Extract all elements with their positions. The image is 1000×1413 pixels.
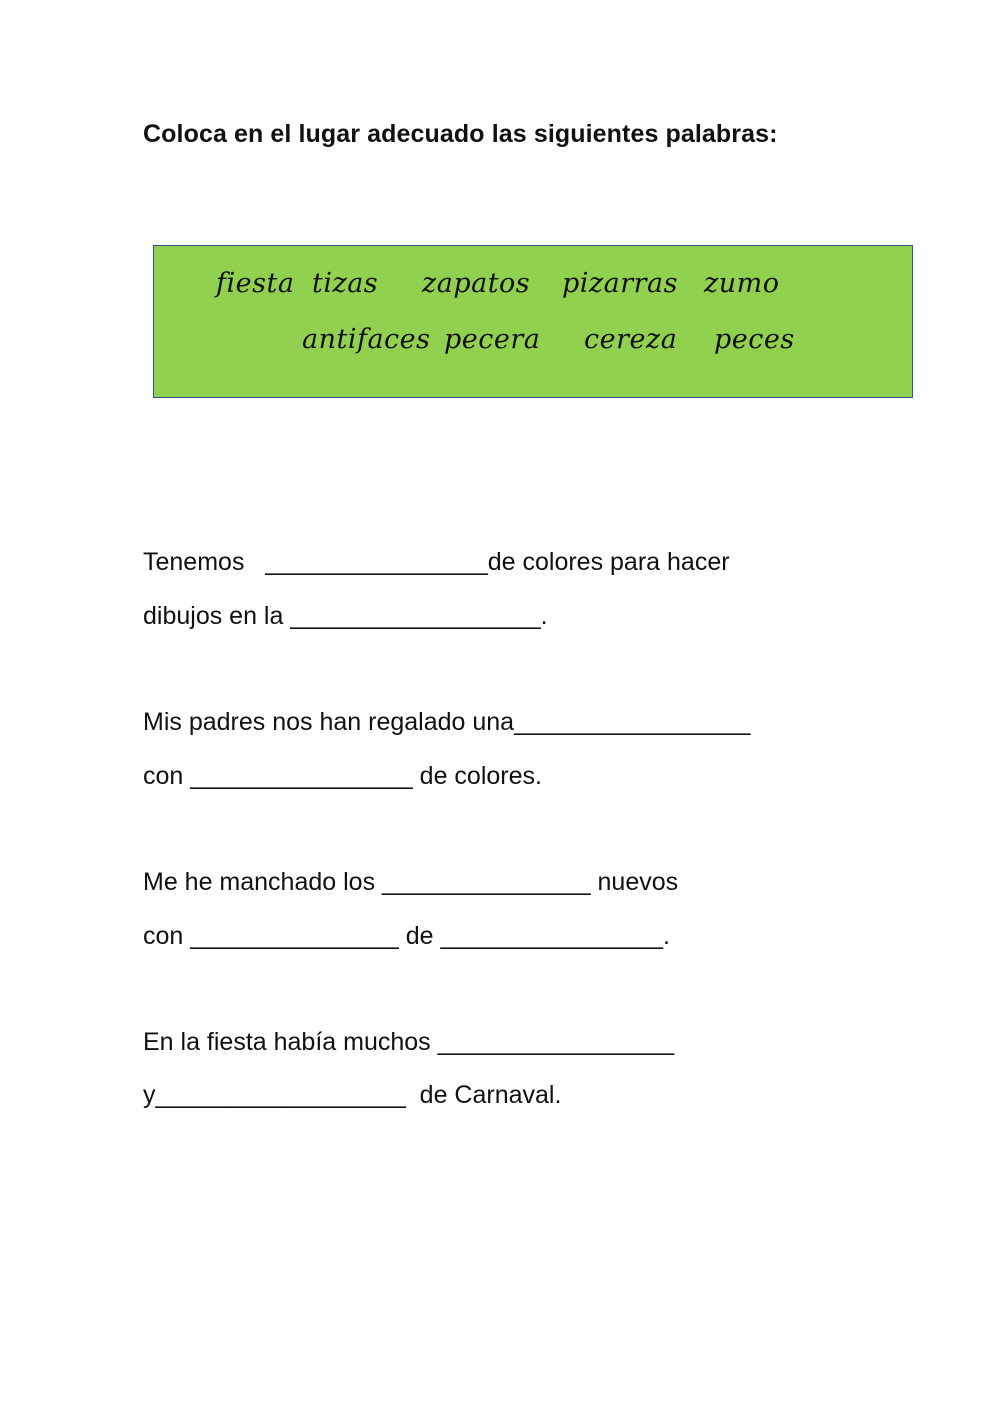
exercise-line-8[interactable]: y__________________ de Carnaval. (143, 1081, 562, 1109)
exercise-line-5[interactable]: Me he manchado los _______________ nuevos (143, 868, 679, 896)
exercise-line-1[interactable]: Tenemos ________________de colores para hacer (143, 548, 730, 576)
page-title: Coloca en el lugar adecuado las siguientes palabras: (143, 120, 778, 148)
word-cereza[interactable]: cereza (584, 324, 678, 355)
word-bank-box (153, 245, 913, 398)
word-tizas[interactable]: tizas (312, 268, 379, 299)
word-zapatos[interactable]: zapatos (422, 268, 531, 299)
exercise-line-6[interactable]: con _______________ de ________________. (143, 922, 670, 950)
word-zumo[interactable]: zumo (704, 268, 780, 299)
word-pizarras[interactable]: pizarras (562, 268, 679, 299)
word-fiesta[interactable]: fiesta (216, 268, 295, 299)
word-antifaces[interactable]: antifaces (302, 324, 431, 355)
exercise-line-2[interactable]: dibujos en la __________________. (143, 602, 548, 630)
word-pecera[interactable]: pecera (444, 324, 541, 355)
exercise-line-4[interactable]: con ________________ de colores. (143, 762, 542, 790)
word-peces[interactable]: peces (714, 324, 795, 355)
exercise-line-7[interactable]: En la fiesta había muchos _________________ (143, 1028, 674, 1056)
exercise-line-3[interactable]: Mis padres nos han regalado una_________________ (143, 708, 751, 736)
